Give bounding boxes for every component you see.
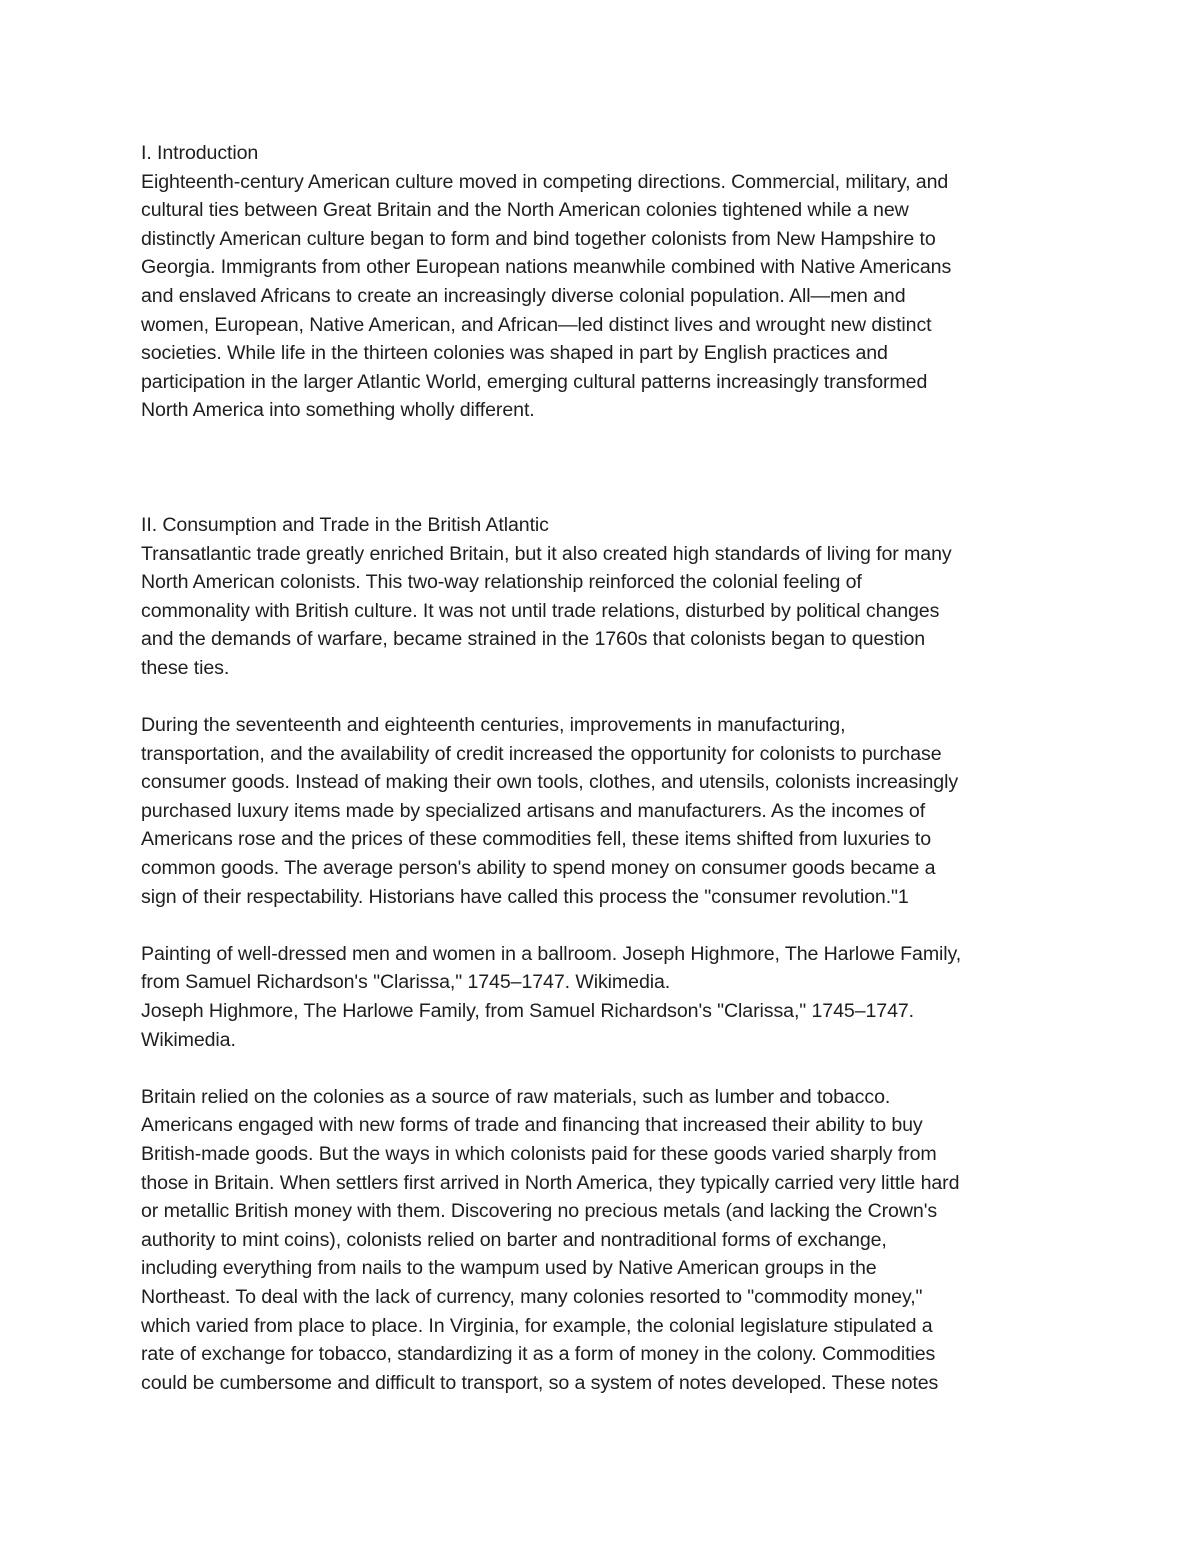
text-line: and enslaved Africans to create an increasingly diverse colonial population. All—men and xyxy=(141,284,906,307)
paragraph-introduction xyxy=(141,168,1071,425)
section-heading-introduction: I. Introduction xyxy=(141,142,259,164)
section-heading-consumption-trade: II. Consumption and Trade in the British Atlantic xyxy=(141,513,549,536)
text-line: authority to mint coins), colonists relied on barter and nontraditional forms of exchange, xyxy=(141,1228,887,1251)
image-caption xyxy=(141,940,1071,1054)
text-line: transportation, and the availability of credit increased the opportunity for colonists to purchase xyxy=(141,742,942,765)
paragraph-transatlantic-trade xyxy=(141,540,1071,683)
text-line: cultural ties between Great Britain and the North American colonies tightened while a new xyxy=(141,199,909,222)
text-line: During the seventeenth and eighteenth centuries, improvements in manufacturing, xyxy=(141,714,846,737)
text-line: including everything from nails to the wampum used by Native American groups in the xyxy=(141,1257,877,1280)
paragraph-consumer-revolution xyxy=(141,711,1071,911)
text-line: Transatlantic trade greatly enriched Britain, but it also created high standards of living for many xyxy=(141,542,952,565)
text-line: rate of exchange for tobacco, standardizing it as a form of money in the colony. Commodities xyxy=(141,1343,936,1366)
text-line: commonality with British culture. It was not until trade relations, disturbed by political changes xyxy=(141,599,940,622)
spacer xyxy=(141,482,1071,511)
spacer xyxy=(141,911,1071,940)
text-line: or metallic British money with them. Discovering no precious metals (and lacking the Crown's xyxy=(141,1200,938,1223)
text-line: women, European, Native American, and African—led distinct lives and wrought new distinct xyxy=(141,313,932,336)
text-line: societies. While life in the thirteen colonies was shaped in part by English practices and xyxy=(141,342,888,365)
text-line: North America into something wholly different. xyxy=(141,399,535,422)
text-line: Joseph Highmore, The Harlowe Family, from Samuel Richardson's "Clarissa," 1745–1747. xyxy=(141,1000,915,1023)
text-line: Americans engaged with new forms of trade and financing that increased their ability to buy xyxy=(141,1114,923,1137)
text-line: Wikimedia. xyxy=(141,1028,236,1051)
text-line: consumer goods. Instead of making their own tools, clothes, and utensils, colonists increasingly xyxy=(141,771,959,794)
spacer xyxy=(141,1054,1071,1083)
text-line: Americans rose and the prices of these commodities fell, these items shifted from luxuries to xyxy=(141,828,932,851)
text-line: Eighteenth-century American culture moved in competing directions. Commercial, military, and xyxy=(141,170,949,193)
spacer xyxy=(141,682,1071,711)
text-line: Painting of well-dressed men and women in a ballroom. Joseph Highmore, The Harlowe Family, xyxy=(141,942,962,965)
text-line: from Samuel Richardson's "Clarissa," 1745–1747. Wikimedia. xyxy=(141,971,671,994)
text-line: those in Britain. When settlers first arrived in North America, they typically carried very little hard xyxy=(141,1171,960,1194)
text-line: these ties. xyxy=(141,656,230,679)
text-line: North American colonists. This two-way relationship reinforced the colonial feeling of xyxy=(141,571,862,594)
text-line: British-made goods. But the ways in which colonists paid for these goods varied sharply from xyxy=(141,1142,937,1165)
spacer xyxy=(141,425,1071,482)
text-line: participation in the larger Atlantic World, emerging cultural patterns increasingly transformed xyxy=(141,370,928,393)
text-line: could be cumbersome and difficult to transport, so a system of notes developed. These notes xyxy=(141,1371,939,1394)
paragraph-colonial-currency xyxy=(141,1083,1071,1398)
text-line: Britain relied on the colonies as a source of raw materials, such as lumber and tobacco. xyxy=(141,1085,891,1108)
text-line: sign of their respectability. Historians have called this process the "consumer revolution."1 xyxy=(141,885,909,908)
document-body xyxy=(141,139,1071,1397)
text-line: distinctly American culture began to form and bind together colonists from New Hampshire to xyxy=(141,227,936,250)
text-line: common goods. The average person's ability to spend money on consumer goods became a xyxy=(141,857,936,880)
text-line: which varied from place to place. In Virginia, for example, the colonial legislature stipulated a xyxy=(141,1314,933,1337)
text-line: and the demands of warfare, became strained in the 1760s that colonists began to question xyxy=(141,628,926,651)
text-line: Northeast. To deal with the lack of currency, many colonies resorted to "commodity money," xyxy=(141,1285,923,1308)
text-line: purchased luxury items made by specialized artisans and manufacturers. As the incomes of xyxy=(141,799,926,822)
text-line: Georgia. Immigrants from other European nations meanwhile combined with Native Americans xyxy=(141,256,952,279)
